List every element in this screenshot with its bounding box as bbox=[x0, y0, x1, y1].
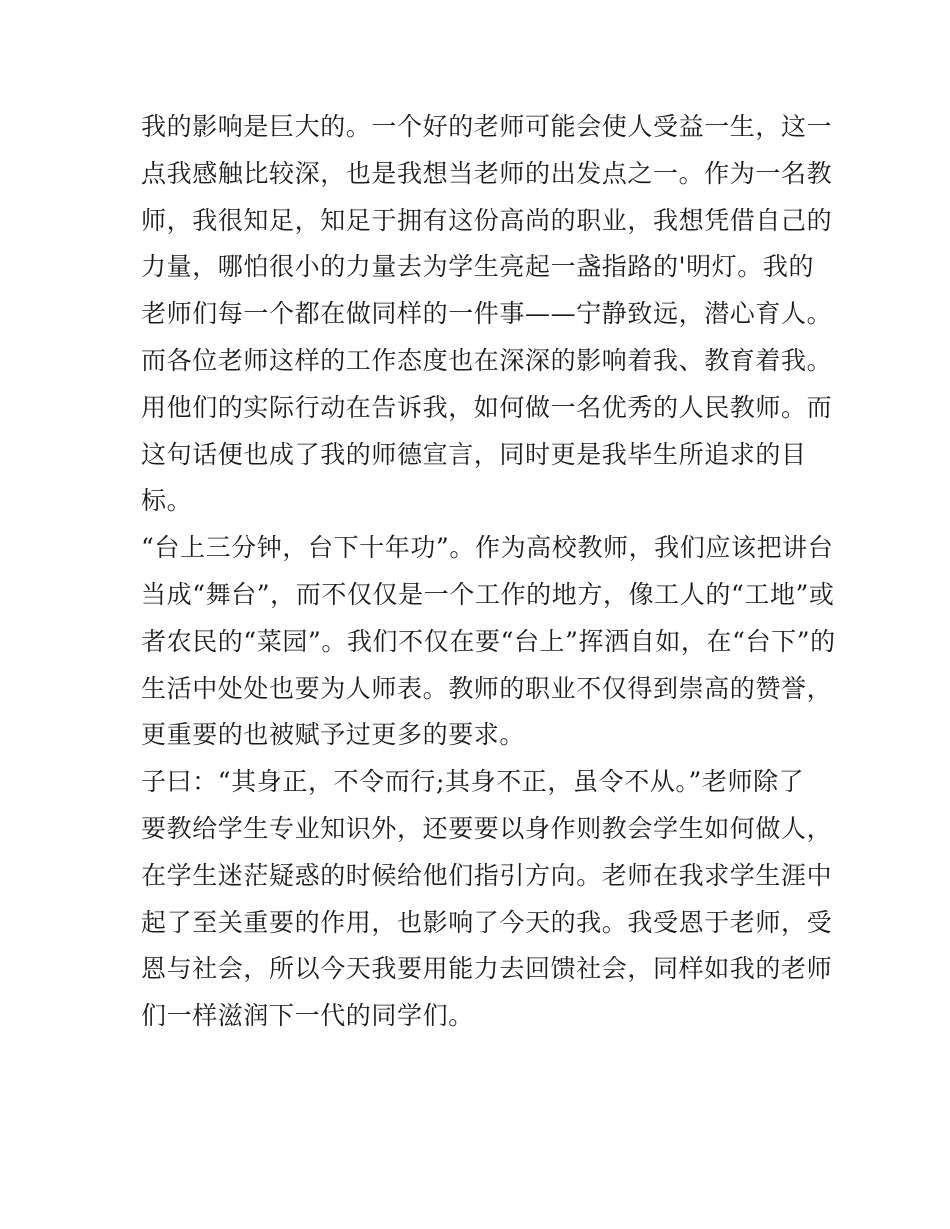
text-line: 师，我很知足，知足于拥有这份高尚的职业，我想凭借自己的 bbox=[141, 205, 833, 235]
text-line: 点我感触比较深，也是我想当老师的出发点之一。作为一名教 bbox=[141, 158, 833, 188]
text-line: 用他们的实际行动在告诉我，如何做一名优秀的人民教师。而 bbox=[141, 392, 833, 422]
text-line: 力量，哪怕很小的力量去为学生亮起一盏指路的'明灯。我的 bbox=[141, 252, 815, 282]
text-line: 要教给学生专业知识外，还要要以身作则教会学生如何做人， bbox=[141, 813, 833, 843]
text-line: 起了至关重要的作用，也影响了今天的我。我受恩于老师，受 bbox=[141, 907, 833, 937]
text-line: “台上三分钟，台下十年功”。作为高校教师，我们应该把讲台 bbox=[141, 533, 834, 563]
text-line: 更重要的也被赋予过更多的要求。 bbox=[141, 720, 526, 750]
text-line: 在学生迷茫疑惑的时候给他们指引方向。老师在我求学生涯中 bbox=[141, 860, 833, 890]
text-line: 恩与社会，所以今天我要用能力去回馈社会，同样如我的老师 bbox=[141, 954, 833, 984]
text-line: 子曰：“其身正，不令而行;其身不正，虽令不从。”老师除了 bbox=[141, 767, 805, 797]
text-line: 生活中处处也要为人师表。教师的职业不仅得到崇高的赞誉， bbox=[141, 673, 833, 703]
text-line: 当成“舞台”，而不仅仅是一个工作的地方，像工人的“工地”或 bbox=[141, 579, 835, 609]
text-line: 老师们每一个都在做同样的一件事——宁静致远，潜心育人。 bbox=[141, 299, 833, 329]
body-text bbox=[141, 104, 836, 1040]
text-line: 们一样滋润下一代的同学们。 bbox=[141, 1001, 474, 1031]
text-line: 者农民的“菜园”。我们不仅在要“台上”挥洒自如，在“台下”的 bbox=[141, 626, 836, 656]
text-line: 这句话便也成了我的师德宣言，同时更是我毕生所追求的目 bbox=[141, 439, 807, 469]
text-line: 标。 bbox=[141, 486, 193, 516]
text-line: 我的影响是巨大的。一个好的老师可能会使人受益一生，这一 bbox=[141, 112, 833, 141]
text-line: 而各位老师这样的工作态度也在深深的影响着我、教育着我。 bbox=[141, 345, 833, 375]
